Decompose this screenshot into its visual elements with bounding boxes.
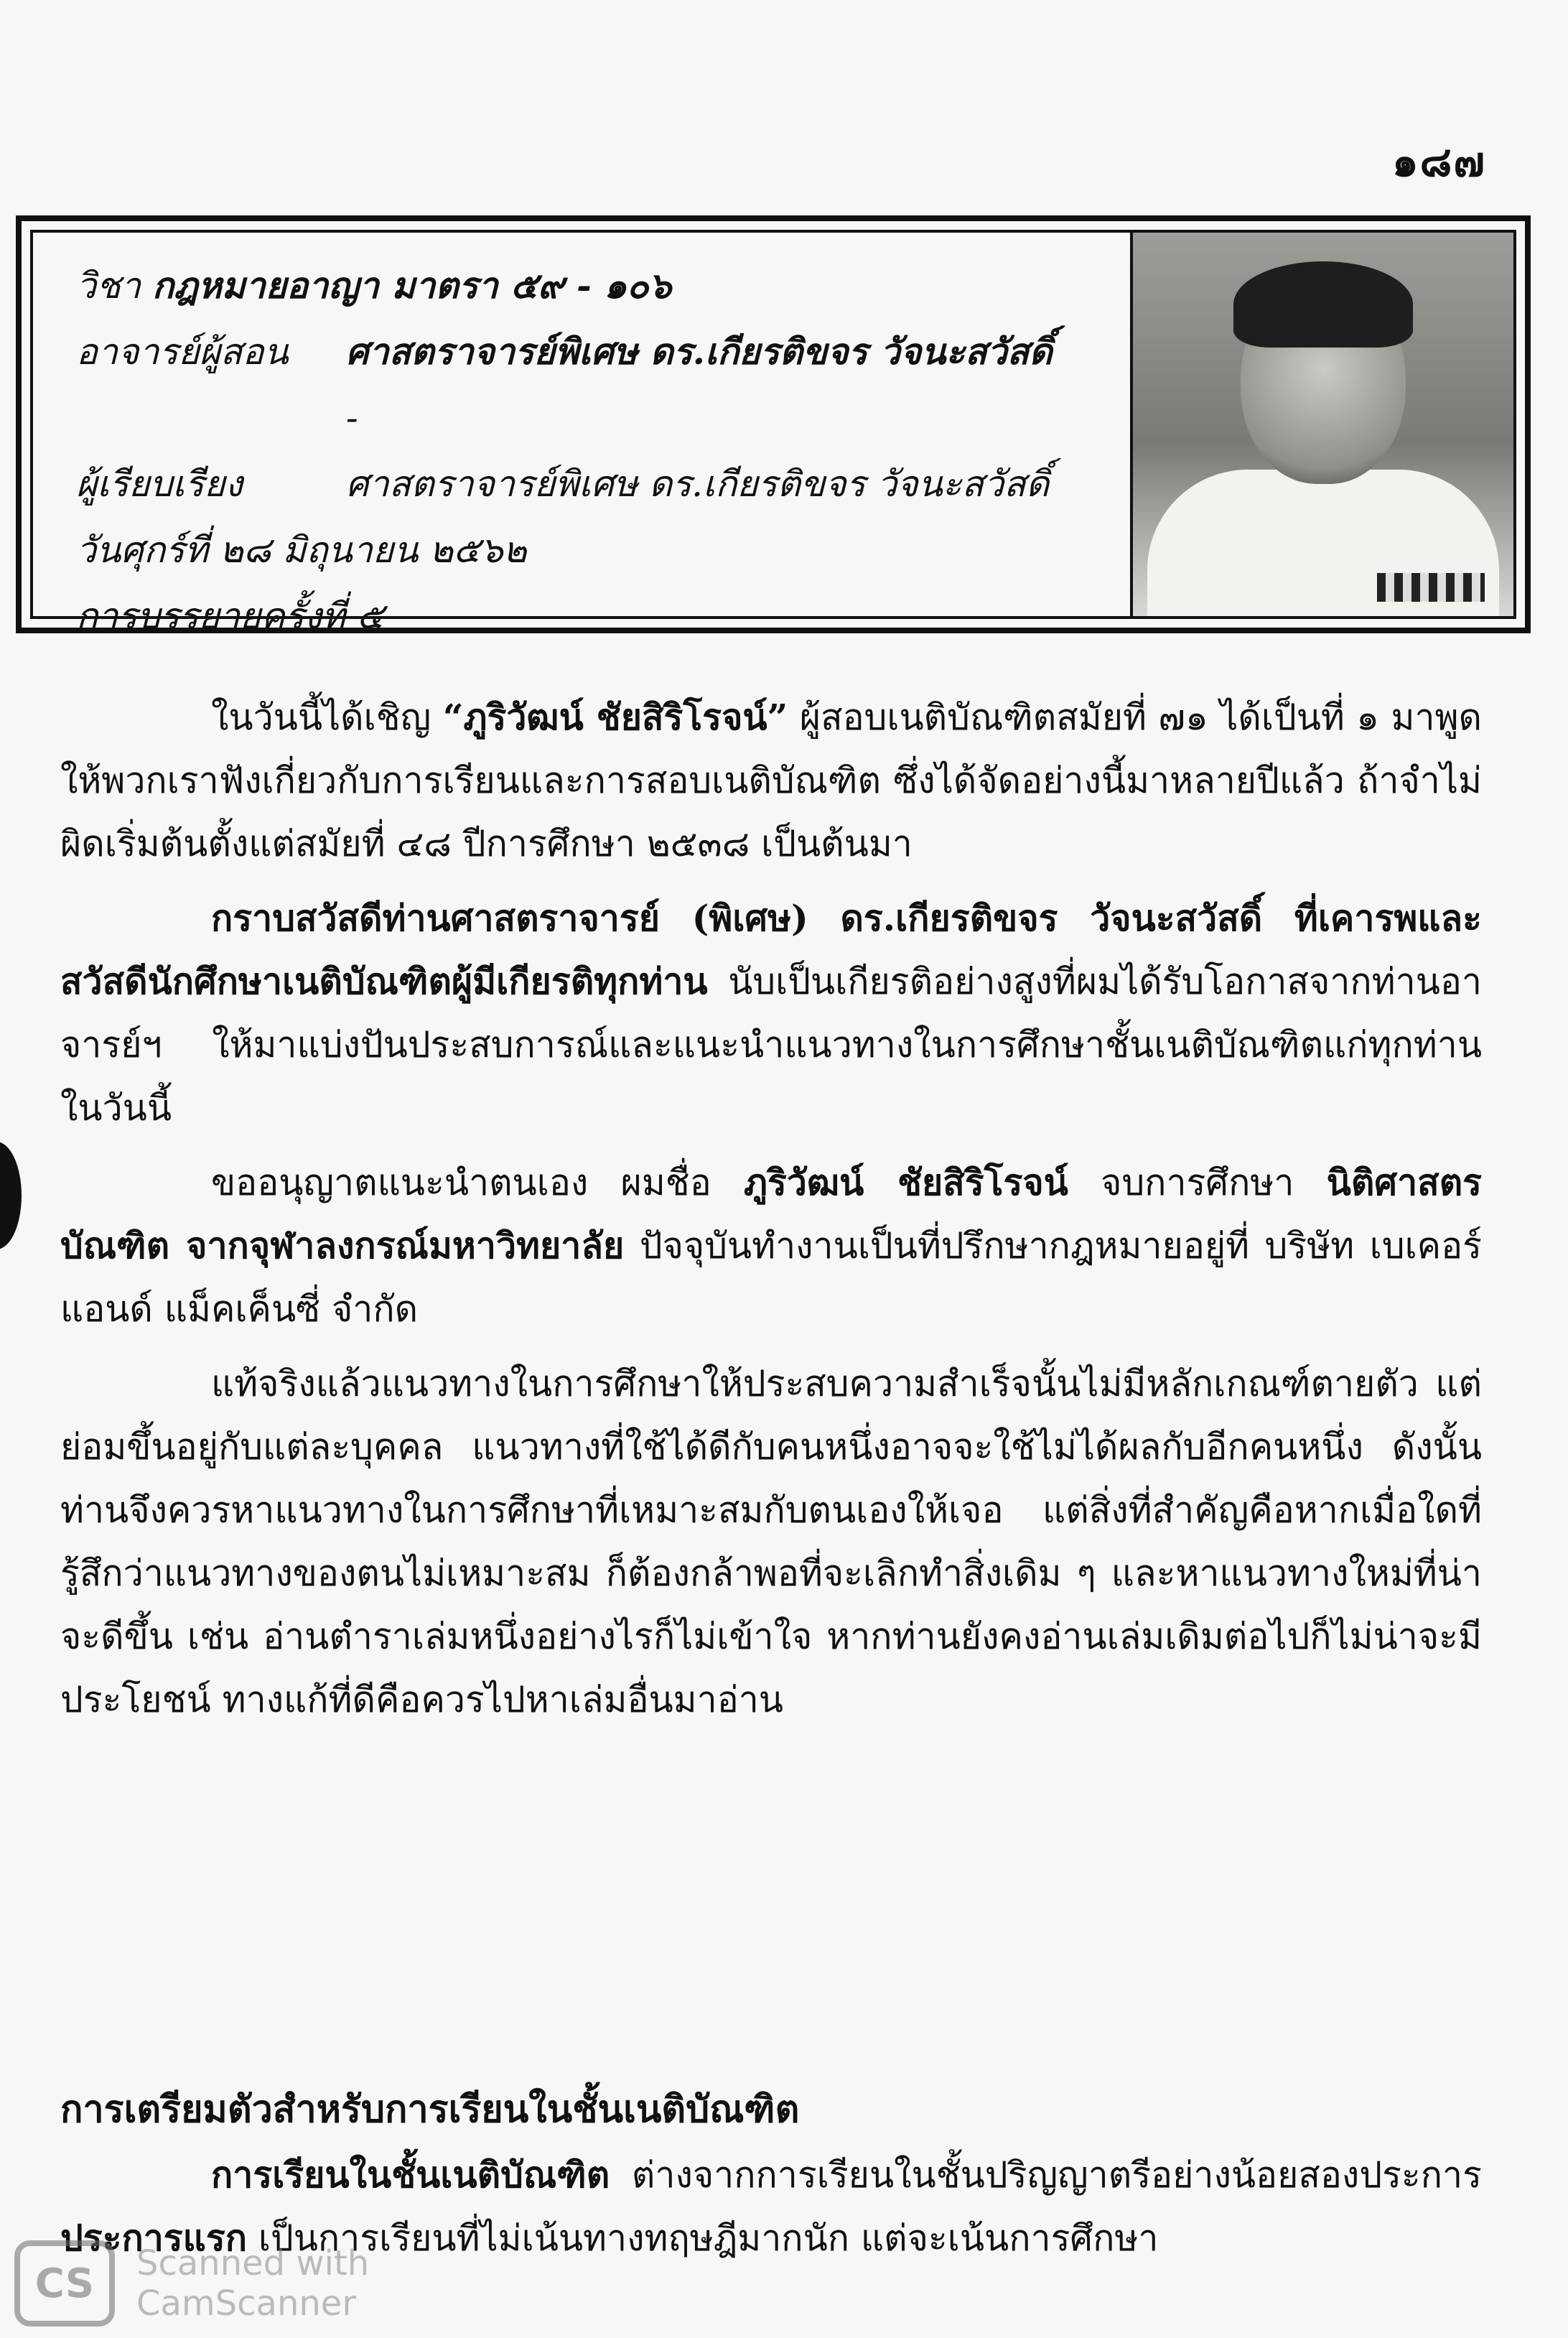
main-body	[60, 686, 1482, 1743]
section-heading: การเตรียมตัวสำหรับการเรียนในชั้นเนติบัณฑิต	[60, 2087, 800, 2131]
page-number: ๑๘๗	[1391, 137, 1486, 186]
dash-mark: -	[345, 397, 358, 439]
compiler-value: ศาสตราจารย์พิเศษ ดร.เกียรติขจร วัจนะสวัสดิ์	[345, 463, 1050, 505]
photo-hair	[1233, 261, 1413, 348]
page-edge-shadow	[0, 1142, 22, 1249]
subject-value: กฎหมายอาญา มาตรา ๕๙ - ๑๐๖	[152, 264, 672, 307]
lecture-header-inner	[30, 230, 1516, 637]
paragraph-self-introduction: ขออนุญาตแนะนำตนเอง ผมชื่อ ภูริวัฒน์ ชัยสิริโรจน์ จบการศึกษา นิติศาสตรบัณฑิต จากจุฬาลงกรณ์มหาวิทยาลัย ปัจจุบันทำงานเป็นที่ปรึกษากฎหมายอยู่ที่ บริษัท เบเคอร์ แอนด์ แม็คเค็นซี่ จำกัด	[60, 1161, 1483, 1330]
camscanner-watermark	[14, 2240, 369, 2327]
lecture-number-row: การบรรยายครั้งที่ ๕	[76, 595, 384, 637]
instructor-label: อาจารย์ผู้สอน	[76, 331, 289, 373]
camscanner-logo-icon: CS	[14, 2240, 115, 2327]
date-row: วันศุกร์ที่ ๒๘ มิถุนายน ๒๕๖๒	[76, 529, 527, 571]
paragraph-intro: ในวันนี้ได้เชิญ “ภูริวัฒน์ ชัยสิริโรจน์” ผู้สอบเนติบัณฑิตสมัยที่ ๗๑ ได้เป็นที่ ๑ มาพูดให้พวกเราฟังเกี่ยวกับการเรียนและการสอบเนติบัณฑิต ซึ่งได้จัดอย่างนี้มาหลายปีแล้ว ถ้าจำไม่ผิดเริ่มต้นตั้งแต่สมัยที่ ๔๘ ปีการศึกษา ๒๕๓๘ เป็นต้นมา	[60, 696, 1482, 865]
photo-medal-ribbons	[1377, 573, 1485, 602]
instructor-photo	[1130, 233, 1513, 616]
lecture-header-box	[16, 215, 1531, 637]
instructor-row	[76, 319, 1131, 385]
instructor-value: ศาสตราจารย์พิเศษ ดร.เกียรติขจร วัจนะสวัสดิ์	[345, 330, 1053, 373]
subject-label: วิชา	[76, 265, 141, 307]
watermark-line-1: Scanned with	[136, 2243, 370, 2283]
guest-name: “ภูริวัฒน์ ชัยสิริโรจน์”	[442, 696, 788, 738]
compiler-label: ผู้เรียบเรียง	[76, 463, 243, 505]
watermark-line-2: CamScanner	[136, 2283, 357, 2324]
speaker-name: ภูริวัฒน์ ชัยสิริโรจน์	[744, 1161, 1068, 1203]
dash-row	[76, 385, 1131, 451]
lecture-info	[76, 253, 1131, 649]
greeting-bold: กราบสวัสดีท่านศาสตราจารย์ (พิเศษ) ดร.เกียรติขจร วัจนะสวัสดิ์ ที่เคารพและสวัสดีนักศึกษาเนติบัณฑิตผู้มีเกียรติทุกท่าน	[60, 897, 1482, 1002]
compiler-row	[76, 451, 1131, 517]
subject-row	[76, 253, 1131, 319]
speaker-degree: นิติศาสตรบัณฑิต จากจุฬาลงกรณ์มหาวิทยาลัย	[60, 1161, 1483, 1267]
paragraph-greeting: กราบสวัสดีท่านศาสตราจารย์ (พิเศษ) ดร.เกียรติขจร วัจนะสวัสดิ์ ที่เคารพและสวัสดีนักศึกษาเนติบัณฑิตผู้มีเกียรติทุกท่าน นับเป็นเกียรติอย่างสูงที่ผมได้รับโอกาสจากท่านอาจารย์ฯ ให้มาแบ่งปันประสบการณ์และแนะนำแนวทางในการศึกษาชั้นเนติบัณฑิตแก่ทุกท่านในวันนี้	[60, 897, 1482, 1129]
section-paragraph: การเรียนในชั้นเนติบัณฑิต ต่างจากการเรียนในชั้นปริญญาตรีอย่างน้อยสองประการ ประการแรก เป็นการเรียนที่ไม่เน้นทางทฤษฎีมากนัก แต่จะเน้นการศึกษา	[60, 2153, 1482, 2259]
paragraph-study-approach: แท้จริงแล้วแนวทางในการศึกษาให้ประสบความสำเร็จนั้นไม่มีหลักเกณฑ์ตายตัว แต่ย่อมขึ้นอยู่กับแต่ละบุคคล แนวทางที่ใช้ได้ดีกับคนหนึ่งอาจจะใช้ไม่ได้ผลกับอีกคนหนึ่ง ดังนั้น ท่านจึงควรหาแนวทางในการศึกษาที่เหมาะสมกับตนเองให้เจอ แต่สิ่งที่สำคัญคือหากเมื่อใดที่รู้สึกว่าแนวทางของตนไม่เหมาะสม ก็ต้องกล้าพอที่จะเลิกทำสิ่งเดิม ๆ และหาแนวทางใหม่ที่น่าจะดีขึ้น เช่น อ่านตำราเล่มหนึ่งอย่างไรก็ไม่เข้าใจ หากท่านยังคงอ่านเล่มเดิมต่อไปก็ไม่น่าจะมีประโยชน์ ทางแก้ที่ดีคือควรไปหาเล่มอื่นมาอ่าน	[60, 1363, 1482, 1720]
